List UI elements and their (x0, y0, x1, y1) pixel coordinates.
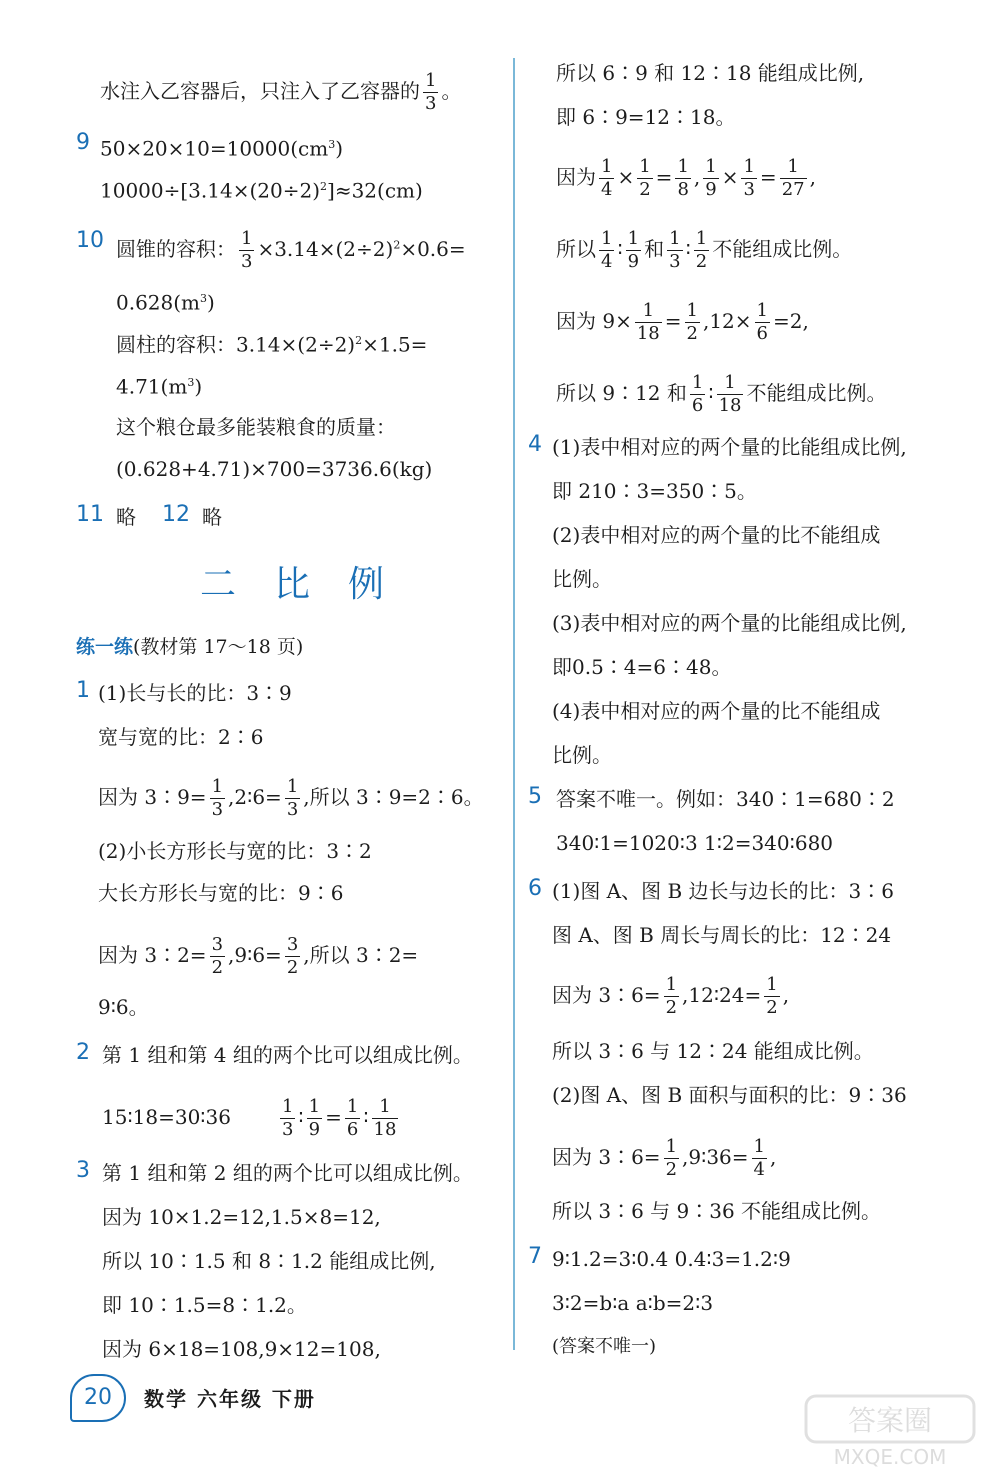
r-line-2: 即 6∶9=12∶18。 (556, 105, 736, 129)
q1-line-6: 因为 3∶2= $\frac{3}{2}$ ,9∶6= $\frac{3}{2}$ ,所以 3∶2= (98, 934, 419, 978)
r-line-1: 所以 6∶9 和 12∶18 能组成比例, (556, 61, 865, 85)
q4-line-4: 比例。 (552, 567, 612, 591)
q6-line-3: 因为 3∶6= $\frac{1}{2}$ ,12∶24= $\frac{1}{2}$ , (552, 974, 790, 1018)
q4-line-2: 即 210∶3=350∶5。 (552, 479, 757, 503)
q5-line-1: 答案不唯一。例如：340∶1=680∶2 (556, 787, 895, 811)
r-line-3: 因为 $\frac{1}{4}$ × $\frac{1}{2}$ = $\frac{1}{8}$ , $\frac{1}{9}$ × $\frac{1}{3}$ = $\frac{1}{27}$ , (556, 156, 816, 200)
q10-line-4: $4.71(m^3)$ (116, 374, 203, 399)
q2-line-2: 15∶18=30∶36 $\frac{1}{3}$ ∶ $\frac{1}{9}$ = $\frac{1}{6}$ ∶ $\frac{1}{18}$ (102, 1096, 397, 1140)
question-number-11: 11 (76, 502, 104, 527)
q10-line-3: 圆柱的容积：$3.14\times(2\div 2)^2\times 1.5=$ (116, 332, 428, 357)
q10-line-2: $0.628(m^3)$ (116, 290, 215, 315)
page-number-badge: 20 (70, 1374, 126, 1422)
q5-line-2: 340∶1=1020∶3 1∶2=340∶680 (556, 831, 834, 855)
q10-line-5: 这个粮仓最多能装粮食的质量： (116, 415, 396, 439)
q7-line-2: 3∶2=b∶a a∶b=2∶3 (552, 1291, 714, 1315)
q4-line-7: (4)表中相对应的两个量的比不能组成 (552, 699, 881, 723)
q3-line-5: 因为 6×18=108,9×12=108, (102, 1337, 381, 1361)
q4-line-3: (2)表中相对应的两个量的比不能组成 (552, 523, 881, 547)
q4-line-8: 比例。 (552, 743, 612, 767)
q11-answer: 略 (116, 505, 136, 529)
q12-answer: 略 (202, 505, 222, 529)
q9-line-1: $50\times 20\times 10=10000(cm^3)$ (100, 136, 344, 161)
question-number-5: 5 (528, 784, 542, 809)
question-number-4: 4 (528, 432, 542, 457)
q6-line-7: 所以 3∶6 与 9∶36 不能组成比例。 (552, 1199, 882, 1223)
fraction: $\frac{1}{3}$ (241, 228, 253, 272)
q9-line-2: $10000\div[3.14\times(20\div 2)^2]\approx 32(cm)$ (100, 178, 423, 203)
q4-line-1: (1)表中相对应的两个量的比能组成比例, (552, 435, 907, 459)
q1-line-4: (2)小长方形长与宽的比：3∶2 (98, 839, 372, 863)
q1-line-3: 因为 3∶9= $\frac{1}{3}$ ,2∶6= $\frac{1}{3}$ ,所以 3∶9=2∶6。 (98, 776, 484, 820)
exercise-heading: 练一练(教材第 17～18 页) (76, 636, 304, 658)
svg-text:答案圈: 答案圈 (847, 1404, 933, 1437)
question-number-10: 10 (76, 228, 104, 253)
q6-line-2: 图 A、图 B 周长与周长的比：12∶24 (552, 923, 892, 947)
q6-line-1: (1)图 A、图 B 边长与边长的比：3∶6 (552, 879, 894, 903)
q4-line-5: (3)表中相对应的两个量的比能组成比例, (552, 611, 907, 635)
r-line-6: 所以 9∶12 和 $\frac{1}{6}$ ∶ $\frac{1}{18}$ 不能组成比例。 (556, 372, 887, 416)
question-number-9: 9 (76, 130, 90, 155)
q1-line-1: (1)长与长的比：3∶9 (98, 681, 292, 705)
q4-line-6: 即0.5∶4=6∶48。 (552, 655, 732, 679)
q1-line-2: 宽与宽的比：2∶6 (98, 725, 264, 749)
question-number-3: 3 (76, 1158, 90, 1183)
q6-line-4: 所以 3∶6 与 12∶24 能组成比例。 (552, 1039, 874, 1063)
q2-line-1: 第 1 组和第 4 组的两个比可以组成比例。 (102, 1043, 473, 1067)
text-line: 水注入乙容器后，只注入了乙容器的 $\frac{1}{3}$ 。 (100, 70, 462, 114)
q1-line-5: 大长方形长与宽的比：9∶6 (98, 881, 344, 905)
column-divider (513, 58, 515, 1350)
question-number-6: 6 (528, 876, 542, 901)
q6-line-6: 因为 3∶6= $\frac{1}{2}$ ,9∶36= $\frac{1}{4}$ , (552, 1136, 777, 1180)
q3-line-1: 第 1 组和第 2 组的两个比可以组成比例。 (102, 1161, 473, 1185)
q3-line-4: 即 10∶1.5=8∶1.2。 (102, 1293, 307, 1317)
watermark-logo (800, 1390, 980, 1470)
q10-line-6: (0.628+4.71)×700=3736.6(kg) (116, 457, 433, 481)
q6-line-5: (2)图 A、图 B 面积与面积的比：9∶36 (552, 1083, 907, 1107)
q3-line-3: 所以 10∶1.5 和 8∶1.2 能组成比例, (102, 1249, 436, 1273)
question-number-12: 12 (162, 502, 190, 527)
question-number-2: 2 (76, 1040, 90, 1065)
r-line-4: 所以 $\frac{1}{4}$ ∶ $\frac{1}{9}$ 和 $\frac{1}{3}$ ∶ $\frac{1}{2}$ 不能组成比例。 (556, 228, 853, 272)
q3-line-2: 因为 10×1.2=12,1.5×8=12, (102, 1205, 381, 1229)
svg-text:MXQE.COM: MXQE.COM (833, 1445, 947, 1469)
question-number-7: 7 (528, 1244, 542, 1269)
book-info: 数学 六年级 下册 (144, 1387, 316, 1411)
line-text: 水注入乙容器后，只注入了乙容器的 (100, 79, 420, 103)
r-line-5: 因为 9× $\frac{1}{18}$ = $\frac{1}{2}$ ,12× $\frac{1}{6}$ =2, (556, 300, 809, 344)
q1-line-7: 9∶6。 (98, 995, 149, 1019)
q7-line-3: (答案不唯一) (552, 1336, 657, 1357)
chapter-title: 二比例 (200, 564, 423, 605)
fraction: $\frac{1}{3}$ (425, 70, 437, 114)
q10-line-1: 圆锥的容积： $\frac{1}{3}$ $\times 3.14\times(2\div 2)^2\times 0.6=$ (116, 228, 466, 272)
question-number-1: 1 (76, 678, 90, 703)
q7-line-1: 9∶1.2=3∶0.4 0.4∶3=1.2∶9 (552, 1247, 791, 1271)
